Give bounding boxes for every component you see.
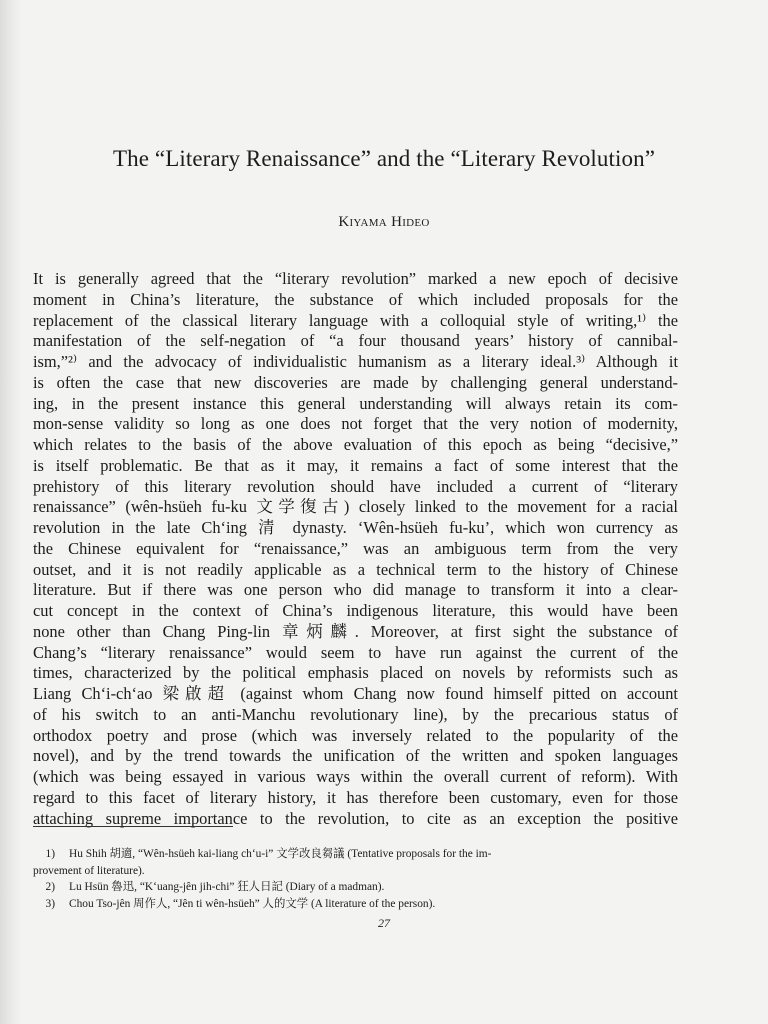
footnote (33, 846, 678, 863)
body-line: attaching supreme importance to the revolution, to cite as an exception the positive (33, 808, 678, 828)
body-line: orthodox poetry and prose (which was inversely related to the popularity of the (33, 725, 678, 745)
body-line: times, characterized by the political emphasis placed on novels by reformists such as (33, 663, 678, 683)
article-body (33, 269, 678, 829)
footnote (33, 863, 678, 880)
footnote-text: Hu Shih 胡適, “Wên-hsüeh kai-liang ch‘u-i” 文学改良芻議 (Tentative proposals for the im- (69, 848, 492, 860)
body-line: (which was being essayed in various ways within the overall current of reform). With (33, 767, 678, 786)
body-line: is often the case that new discoveries are made by challenging general understand- (33, 372, 678, 392)
body-line: renaissance” (wên-hsüeh fu-ku 文学復古) closely linked to the movement for a racial (33, 497, 678, 517)
body-line: mon-sense validity so long as one does not forget that the very notion of modernity, (33, 414, 678, 434)
page-number: 27 (378, 916, 390, 930)
footnote (33, 879, 678, 896)
body-line: revolution in the late Ch‘ing 清 dynasty. ‘Wên-hsüeh fu-ku’, which won currency as (33, 518, 678, 537)
footnote-number: 1) (45, 848, 55, 860)
body-line: It is generally agreed that the “literary revolution” marked a new epoch of decisive (33, 269, 678, 288)
footnote (33, 896, 678, 913)
body-line: moment in China’s literature, the substance of which included proposals for the (33, 289, 678, 309)
body-line: literature. But if there was one person who did manage to transform it into a clear- (33, 580, 678, 600)
footnote-separator (33, 826, 233, 827)
footnote-number: 2) (45, 881, 55, 893)
footnotes (33, 846, 678, 912)
footnote-number: 3) (45, 897, 55, 910)
footnote-text: provement of literature). (33, 864, 145, 877)
body-line: Chang’s “literary renaissance” would seem to have run against the current of the (33, 642, 678, 662)
article-author (0, 214, 768, 231)
body-line: ing, in the present instance this general understanding will always retain its com- (33, 393, 678, 413)
body-line: manifestation of the self-negation of “a four thousand years’ history of cannibal- (33, 331, 678, 351)
body-line: outset, and it is not readily applicable as a technical term to the history of Chinese (33, 559, 678, 579)
body-line: which relates to the basis of the above evaluation of this epoch as being “decisive,” (33, 435, 678, 454)
author-name: Kiyama Hideo (338, 214, 430, 230)
body-line: regard to this facet of literary history, it has therefore been customary, even for those (33, 787, 678, 807)
article-title: The “Literary Renaissance” and the “Literary Revolution” (112, 146, 656, 171)
footnote-text: Chou Tso-jên 周作人, “Jên ti wên-hsüeh” 人的文学 (A literature of the person). (69, 897, 436, 910)
body-line: is itself problematic. Be that as it may, it remains a fact of some interest that the (33, 455, 678, 475)
body-line: ism,”²⁾ and the advocacy of individualistic humanism as a literary ideal.³⁾ Although it (33, 352, 678, 371)
body-line: the Chinese equivalent for “renaissance,” was an ambiguous term from the very (33, 538, 678, 558)
body-line: prehistory of this literary revolution should have included a current of “literary (33, 476, 678, 496)
body-line: of his switch to an anti-Manchu revolutionary line), by the precarious status of (33, 704, 678, 724)
footnote-text: Lu Hsün 魯迅, “K‘uang-jên jih-chi” 狂人日記 (Diary of a madman). (69, 881, 385, 893)
body-line: novel), and by the trend towards the unification of the written and spoken languages (33, 746, 678, 766)
body-line: Liang Ch‘i-ch‘ao 梁啟超 (against whom Chang now found himself pitted on account (33, 684, 678, 703)
body-line: replacement of the classical literary language with a colloquial style of writing,¹⁾ the (33, 310, 678, 330)
body-line: cut concept in the context of China’s indigenous literature, this would have been (33, 601, 678, 620)
body-line: none other than Chang Ping-lin 章炳麟. Moreover, at first sight the substance of (33, 621, 678, 641)
